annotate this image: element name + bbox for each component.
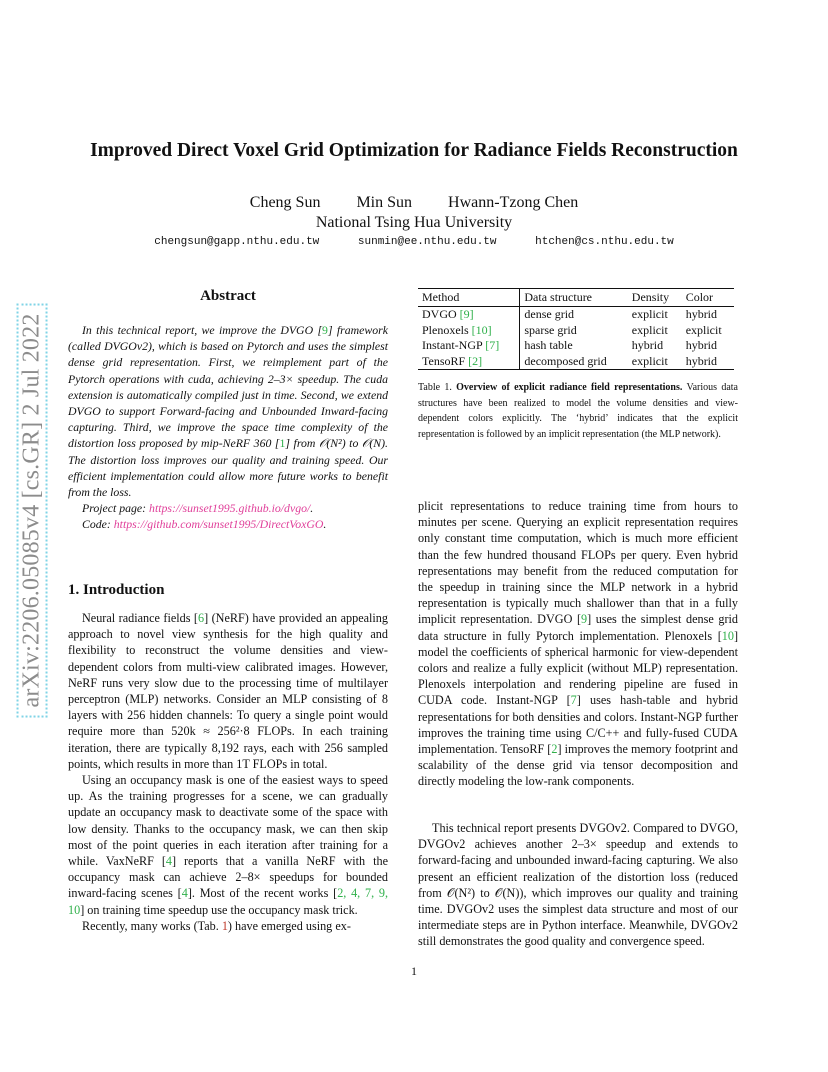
email: sunmin@ee.nthu.edu.tw: [357, 236, 497, 248]
table-row: [418, 338, 734, 354]
abstract-paragraph: In this technical report, we improve the DVGO [9] framework (called DVGOv2), which is based on Pytorch and uses the simplest dense grid representation. First, we reimplement part of the Pytorch operations with cuda, achieving 2–3× speedup. The cuda extension is automatically compiled just in time. Second, we extend DVGO to support Forward-facing and Unbounded Inward-facing capturing. Third, we improve the space time complexity of the distortion loss proposed by mip-NeRF 360 [1] from 𝒪(N²) to 𝒪(N). The distortion loss improves our quality and training speed. Our efficient implementation could allow more future works to benefit from the loss.: [68, 323, 388, 500]
table-ref-link[interactable]: 1: [221, 918, 228, 933]
table-cell: dense grid: [524, 307, 575, 321]
citation-link[interactable]: 6: [198, 611, 205, 625]
table-cell: hybrid: [682, 354, 734, 370]
table-cell: decomposed grid: [520, 354, 628, 370]
citation-link[interactable]: [10]: [471, 322, 492, 337]
affiliation: National Tsing Hua University: [315, 214, 513, 231]
citation-link[interactable]: 9: [581, 612, 588, 627]
right-column-paragraph: [418, 820, 738, 950]
abstract-body: [68, 322, 388, 533]
summary-paragraph: This technical report presents DVGOv2. Compared to DVGO, DVGOv2 achieves another 2–3× speedup and extends to forward-facing and unbounded inward-facing capturing. We also present an efficient realization of the distortion loss (reduced from 𝒪(N²) to 𝒪(N)), which improves our quality and training time. DVGOv2 uses the simplest data structure and most of our intermediate steps are in Python interface. Meanwhile, DVGOv2 still demonstrates the good quality and convergence speed.: [418, 821, 738, 949]
project-page-link[interactable]: https://sunset1995.github.io/dvgo/: [149, 501, 311, 516]
arxiv-id: arXiv:2206.05085v4 [cs.GR] 2 Jul 2022: [17, 303, 48, 717]
citation-link[interactable]: 2, 4, 7, 9, 10: [68, 886, 389, 917]
citation-link[interactable]: 9: [322, 323, 328, 337]
table-cell: explicit: [628, 354, 682, 370]
table-row: [418, 323, 734, 339]
table-cell: explicit: [631, 322, 668, 337]
table-header: Data structure: [520, 289, 628, 307]
intro-paragraph: Neural radiance fields [6] (NeRF) have provided an appealing approach to novel view synthesis for the high quality and flexibility to reconstruct the volume densities and view-dependent colors from multi-view calibrated images. However, NeRF runs very slow due to the processing time of multilayer perceptron (MLP) networks. Consider an MLP consisting of 8 layers with 256 hidden channels: To query a single point would require more than 520k ≈ 256²·8 FLOPs. In each training iteration, there are typically 8,192 rays, each with 256 sampled points, which results in more than 1T FLOPs in total.: [68, 611, 388, 771]
author-name: Min Sun: [356, 194, 413, 211]
author-name: Cheng Sun: [249, 194, 321, 211]
table-cell: Plenoxels [10]: [418, 323, 520, 339]
table-header: Density: [628, 289, 682, 307]
right-column-paragraph: plicit representations to reduce training time from hours to minutes per scene. Querying an explicit representation requires only constant time computation, which is much more efficient than the few hundred thousand FLOPs per query. Even hybrid representations may benefit from the reduced computation for the speedup in training since the MLP network in a hybrid representation is typically much shallower than that in a fully implicit representation. DVGO [9] uses the simplest dense grid data structure in fully Pytorch implementation. Plenoxels [10] model the coefficients of spherical harmonic for view-dependent colors and realize a fully explicit (without MLP) representation. Plenoxels interpolation and rendering pipeline are fused in CUDA code. Instant-NGP [7] uses hash-table and hybrid representations for both densities and colors. Instant-NGP further improves the training time using C/C++ and fully-fused CUDA implementation. TensoRF [2] improves the memory footprint and scalability of the dense grid via tensor decomposition and directly modeling the low-rank components.: [418, 499, 739, 789]
code-link[interactable]: https://github.com/sunset1995/DirectVoxGO: [113, 517, 324, 532]
page-number: 1: [411, 964, 417, 978]
intro-body: [68, 610, 388, 934]
caption-text: Various data structures have been realized to model the volume densities and view-dependent colors explicitly. The ‘hybrid’ indicates that the explicit representation is followed by an implicit representation (the MLP network).: [418, 382, 738, 440]
table-cell: hybrid: [685, 307, 718, 321]
paper-title: Improved Direct Voxel Grid Optimization for Radiance Fields Reconstruction: [90, 140, 738, 161]
table-row: [418, 307, 734, 323]
arxiv-stamp: [4, 270, 60, 750]
table-caption: [418, 380, 738, 442]
table-cell: hash table: [524, 338, 573, 352]
table-cell: Instant-NGP [7]: [418, 338, 520, 354]
table-cell: hybrid: [685, 338, 718, 352]
citation-link[interactable]: 4: [165, 854, 172, 869]
citation-link[interactable]: [2]: [468, 353, 483, 368]
citation-link[interactable]: [7]: [485, 338, 500, 352]
table-cell: explicit: [685, 322, 722, 337]
caption-label: Table 1.: [418, 382, 452, 393]
email-list: [0, 236, 828, 248]
author-list: [0, 194, 828, 212]
citation-link[interactable]: 2: [551, 742, 558, 757]
citation-link[interactable]: 10: [721, 628, 734, 643]
email: htchen@cs.nthu.edu.tw: [535, 236, 674, 248]
table-header: Method: [418, 289, 520, 307]
citation-link[interactable]: 1: [279, 436, 286, 451]
author-name: Hwann-Tzong Chen: [448, 194, 579, 211]
table-header-row: [418, 289, 734, 307]
table-cell: hybrid: [631, 338, 664, 352]
email: chengsun@gapp.nthu.edu.tw: [154, 236, 320, 248]
project-page-line: Project page: https://sunset1995.github.io/dvgo/.: [82, 501, 314, 516]
table-header: Color: [682, 289, 734, 307]
table-cell: explicit: [631, 307, 668, 321]
table-row: [418, 354, 734, 370]
citation-link[interactable]: 4: [181, 886, 188, 901]
table-cell: TensoRF [2]: [418, 354, 520, 370]
abstract-heading: Abstract: [200, 288, 256, 304]
intro-paragraph: Using an occupancy mask is one of the easiest ways to speed up. As the training progresses for a scene, we can gradually update an occupancy mask to deactivate some of the space with low density. Thanks to the occupancy mask, we can then skip most of the point queries in each iteration after training for a while. VaxNeRF [4] reports that a vanilla NeRF with the occupancy mask can achieve 2–8× speedups for bounded inward-facing scenes [4]. Most of the recent works [2, 4, 7, 9, 10] on training time speedup use the occupancy mask trick.: [68, 773, 389, 917]
code-line: Code: https://github.com/sunset1995/DirectVoxGO.: [82, 517, 327, 532]
table-cell: sparse grid: [524, 322, 577, 337]
citation-link[interactable]: [9]: [459, 307, 474, 321]
section-heading: 1. Introduction: [68, 582, 165, 598]
caption-title: Overview of explicit radiance field representations.: [456, 382, 683, 393]
citation-link[interactable]: 7: [570, 693, 577, 708]
table-cell: DVGO [9]: [418, 307, 520, 323]
intro-paragraph: Recently, many works (Tab. 1) have emerged using ex-: [82, 918, 351, 933]
comparison-table: [418, 288, 734, 370]
